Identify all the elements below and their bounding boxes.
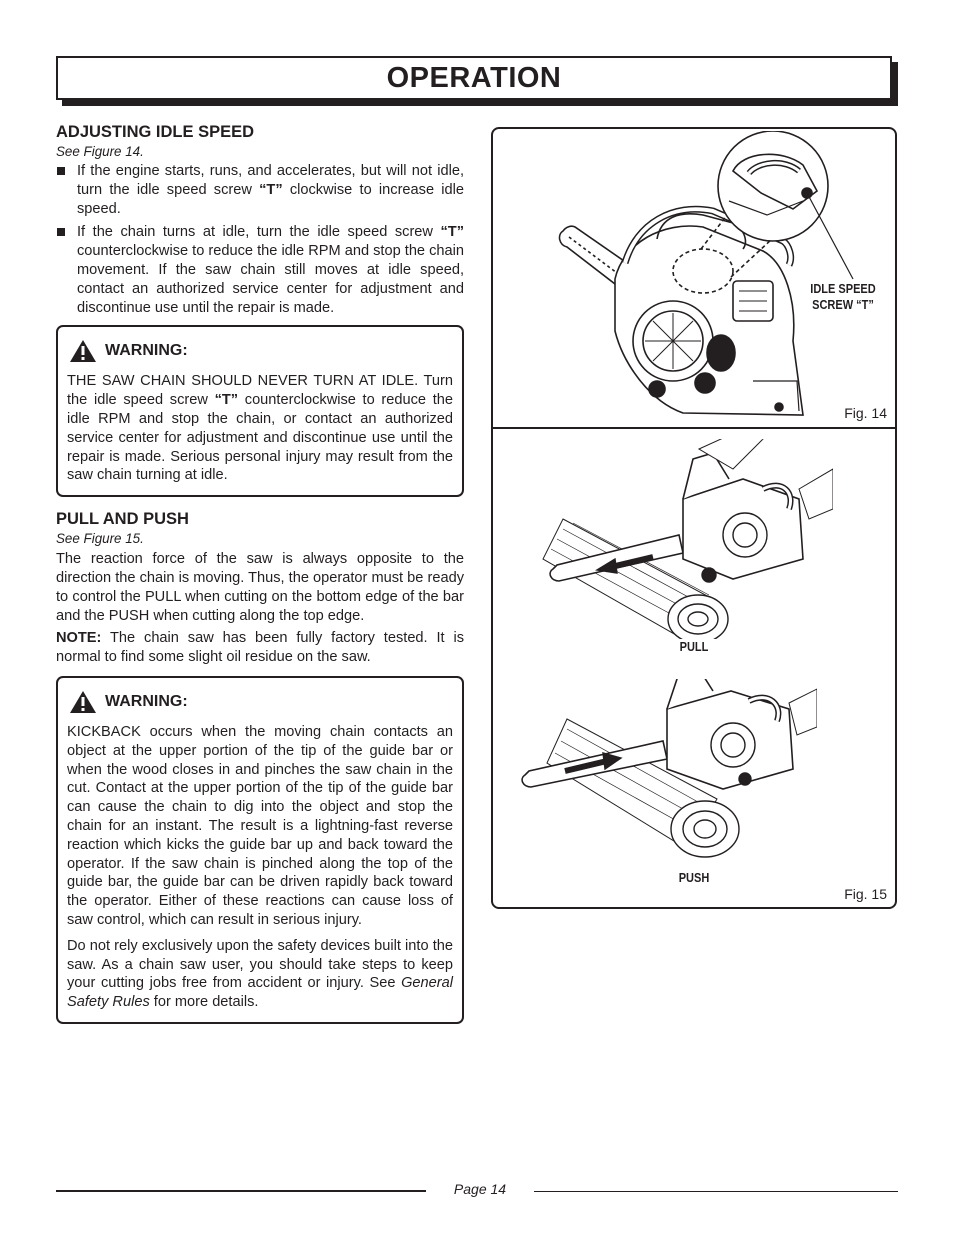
bullet-square-icon xyxy=(57,228,65,236)
page-title: OPERATION xyxy=(386,62,562,94)
pull-push-paragraph: The reaction force of the saw is always opposite to the direction the chain is moving. Thus, the operator must be ready to control the PULL when cutting on the bottom edge of the bar and the PUSH when cutting along the top edge. xyxy=(56,551,464,624)
footer-rule-right xyxy=(534,1191,898,1192)
note-paragraph: NOTE: The chain saw has been fully factory tested. It is normal to find some slight oil residue on the saw. xyxy=(56,630,464,666)
pull-push-heading: PULL AND PUSH xyxy=(56,510,189,529)
bullet-square-icon xyxy=(57,167,65,175)
warning-text: THE SAW CHAIN SHOULD NEVER TURN AT IDLE. Turn the idle speed screw “T” counterclockwise to reduce the idle RPM and stop the chain, or contact an authorized service center for adjustment and discontinue use until the repair is made. Serious personal injury may result from the saw chain turning at idle. xyxy=(67,373,453,484)
pull-label: PULL xyxy=(679,640,709,654)
push-cut-illustration xyxy=(517,679,817,869)
figure-divider xyxy=(493,427,895,429)
safety-devices-paragraph: Do not rely exclusively upon the safety devices built into the saw. As a chain saw user, you should take steps to keep your cutting jobs free from accident or injury. See General Safety Rules for more details. xyxy=(67,937,453,1011)
list-item: If the engine starts, runs, and accelerates, but will not idle, turn the idle speed screw “T” clockwise to increase idle speed. xyxy=(56,162,464,218)
push-label: PUSH xyxy=(678,871,710,885)
warning-box-idle xyxy=(56,325,464,497)
chainsaw-idle-screw-illustration xyxy=(553,131,883,423)
idle-bullet-list xyxy=(56,162,464,317)
warning-title: WARNING: xyxy=(105,341,188,359)
footer-rule-left xyxy=(56,1190,426,1192)
left-column xyxy=(56,122,464,1024)
kickback-paragraph: KICKBACK occurs when the moving chain contacts an object at the upper portion of the tip of the guide bar or when the wood closes in and pinches the saw chain in the cut. Contact at the upper portion of the tip of the guide bar can cause the chain to dig into the object and stop the chain for an instant. The result is a lightning-fast reverse reaction which kicks the guide bar up and back toward the operator. If the saw chain is pinched along the top of the guide bar, the guide bar can be driven rapidly back toward the operator. Either of these reactions can cause loss of saw control, which can result in serious injury. xyxy=(67,723,453,928)
pull-cut-illustration xyxy=(533,439,833,639)
figure-14-label: Fig. 14 xyxy=(844,405,887,421)
pull-push-see-figure: See Figure 15. xyxy=(56,531,144,547)
warning-title: WARNING: xyxy=(105,692,188,710)
list-item: If the chain turns at idle, turn the idle speed screw “T” counterclockwise to reduce the idle RPM and stop the chain movement. If the saw chain still moves at idle speed, contact an authorized service center for adjustment and discontinue use until the repair is made. xyxy=(56,223,464,317)
warning-header xyxy=(69,690,453,714)
warning-triangle-icon xyxy=(69,339,97,363)
warning-box-kickback xyxy=(56,676,464,1024)
figure-panel xyxy=(491,127,897,909)
idle-speed-screw-callout: IDLE SPEED SCREW “T” xyxy=(810,282,876,312)
warning-triangle-icon xyxy=(69,690,97,714)
warning-header xyxy=(69,339,453,363)
idle-speed-heading: ADJUSTING IDLE SPEED xyxy=(56,123,255,141)
page-number: Page 14 xyxy=(453,1181,507,1197)
figure-15-label: Fig. 15 xyxy=(844,886,887,902)
title-banner xyxy=(56,56,892,100)
idle-see-figure: See Figure 14. xyxy=(56,144,144,159)
